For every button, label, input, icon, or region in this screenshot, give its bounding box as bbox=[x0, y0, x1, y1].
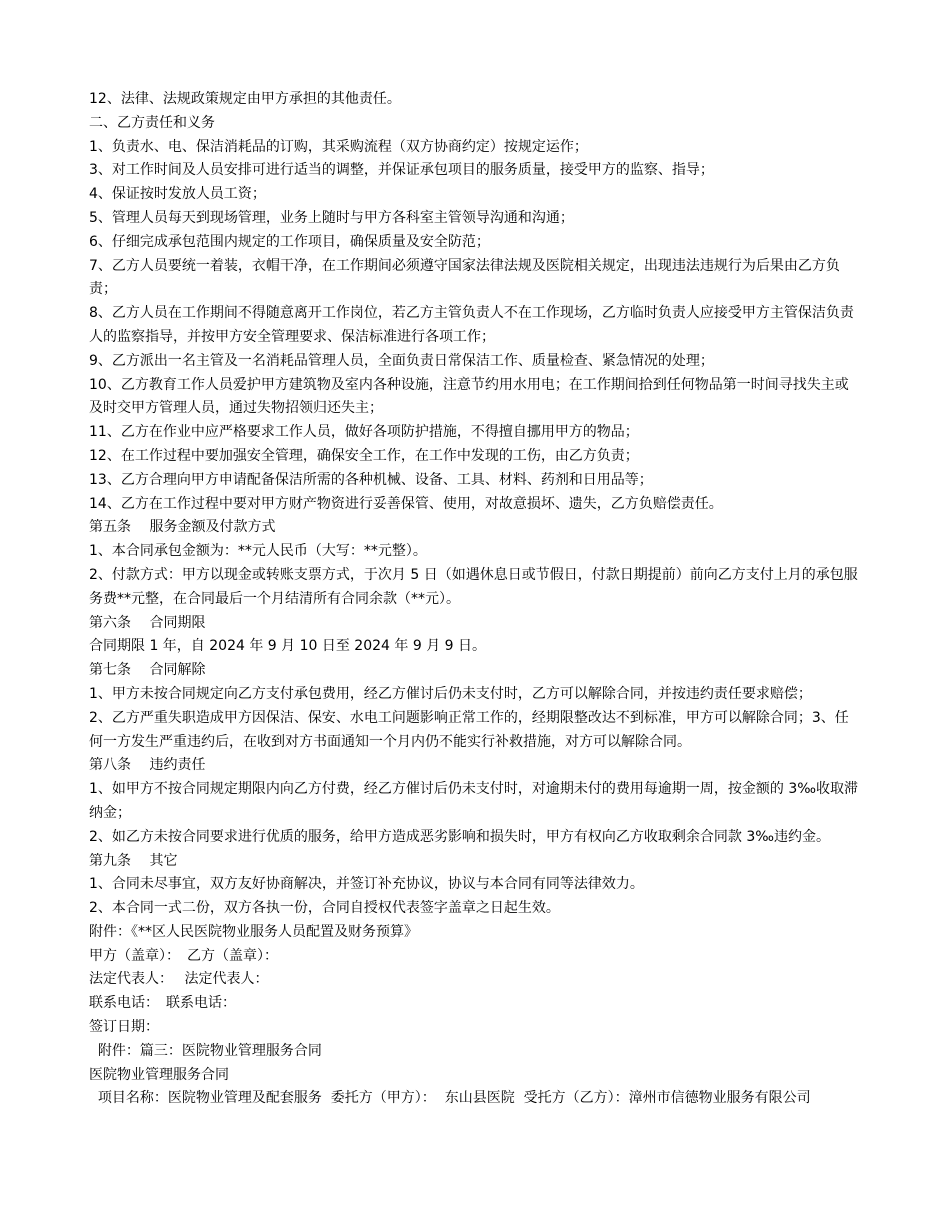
text-line: 5、管理人员每天到现场管理，业务上随时与甲方各科室主管领导沟通和沟通； bbox=[89, 209, 574, 226]
text-line: 11、乙方在作业中应严格要求工作人员，做好各项防护措施，不得擅自挪用甲方的物品； bbox=[89, 424, 639, 441]
section-heading: 二、乙方责任和义务 bbox=[89, 114, 215, 131]
signature-line: 法定代表人： 法定代表人： bbox=[89, 971, 269, 988]
attachment-line: 附件：《**区人民医院物业服务人员配置及财务预算》 bbox=[89, 923, 418, 940]
document-body bbox=[89, 88, 861, 1111]
text-line: 12、在工作过程中要加强安全管理，确保安全工作，在工作中发现的工伤，由乙方负责； bbox=[89, 447, 639, 464]
signature-line: 签订日期： bbox=[89, 1019, 159, 1036]
text-line: 13、乙方合理向甲方申请配备保洁所需的各种机械、设备、工具、材料、药剂和日用品等； bbox=[89, 471, 653, 488]
article-heading: 第五条 服务金额及付款方式 bbox=[89, 519, 276, 536]
text-line: 合同期限 1 年，自 2024 年 9 月 10 日至 2024 年 9 月 9 日。 bbox=[89, 638, 487, 655]
text-line: 7、乙方人员要统一着装，衣帽干净，在工作期间必须遵守国家法律法规及医院相关规定，出现违法违规行为后果由乙方负责； bbox=[89, 257, 840, 298]
text-line: 1、负责水、电、保洁消耗品的订购，其采购流程（双方协商约定）按规定运作； bbox=[89, 138, 588, 155]
text-line: 2、乙方严重失职造成甲方因保洁、保安、水电工问题影响正常工作的，经期限整改达不到标准，甲方可以解除合同；3、任何一方发生严重违约后，在收到对方书面通知一个月内仍不能实行补救措施，对方可以解除合同。 bbox=[89, 709, 849, 750]
article-heading: 第八条 违约责任 bbox=[89, 757, 206, 774]
text-line: 6、仔细完成承包范围内规定的工作项目，确保质量及安全防范； bbox=[89, 233, 490, 250]
text-line: 4、保证按时发放人员工资； bbox=[89, 186, 266, 203]
text-line: 1、本合同承包金额为：**元人民币（大写：**元整）。 bbox=[89, 543, 427, 560]
text-line: 项目名称：医院物业管理及配套服务 委托方（甲方）： 东山县医院 受托方（乙方）：漳州市信德物业服务有限公司 bbox=[89, 1090, 811, 1107]
text-line: 1、合同未尽事宜，双方友好协商解决，并签订补充协议，协议与本合同有同等法律效力。 bbox=[89, 876, 644, 893]
text-line: 12、法律、法规政策规定由甲方承担的其他责任。 bbox=[89, 91, 401, 107]
text-line: 2、付款方式：甲方以现金或转账支票方式，于次月 5 日（如遇休息日或节假日，付款日期提前）前向乙方支付上月的承包服务费**元整，在合同最后一个月结清所有合同余款（**元）。 bbox=[89, 566, 858, 607]
text-line: 1、甲方未按合同规定向乙方支付承包费用，经乙方催讨后仍未支付时，乙方可以解除合同，并按违约责任要求赔偿； bbox=[89, 685, 812, 702]
text-line: 8、乙方人员在工作期间不得随意离开工作岗位，若乙方主管负责人不在工作现场，乙方临时负责人应接受甲方主管保洁负责人的监察指导，并按甲方安全管理要求、保洁标准进行各项工作； bbox=[89, 305, 854, 345]
signature-line: 甲方（盖章）： 乙方（盖章）： bbox=[89, 947, 278, 964]
text-line: 14、乙方在工作过程中要对甲方财产物资进行妥善保管、使用，对故意损坏、遗失，乙方负赔偿责任。 bbox=[89, 495, 723, 512]
article-heading: 第九条 其它 bbox=[89, 852, 178, 869]
text-line: 9、乙方派出一名主管及一名消耗品管理人员，全面负责日常保洁工作、质量检查、紧急情况的处理； bbox=[89, 352, 714, 369]
text-line: 2、如乙方未按合同要求进行优质的服务，给甲方造成恶劣影响和损失时，甲方有权向乙方收取剩余合同款 3‰违约金。 bbox=[89, 828, 831, 845]
article-heading: 第六条 合同期限 bbox=[89, 614, 206, 631]
text-line: 3、对工作时间及人员安排可进行适当的调整，并保证承包项目的服务质量，接受甲方的监察、指导； bbox=[89, 162, 714, 179]
signature-line: 联系电话： 联系电话： bbox=[89, 995, 236, 1012]
text-line: 10、乙方教育工作人员爱护甲方建筑物及室内各种设施，注意节约用水用电；在工作期间拾到任何物品第一时间寻找失主或及时交甲方管理人员，通过失物招领归还失主； bbox=[89, 376, 849, 417]
article-heading: 第七条 合同解除 bbox=[89, 662, 206, 679]
contract-title: 医院物业管理服务合同 bbox=[89, 1066, 229, 1083]
text-line: 1、如甲方不按合同规定期限内向乙方付费，经乙方催讨后仍未支付时，对逾期未付的费用每逾期一周，按金额的 3‰收取滞纳金； bbox=[89, 781, 859, 821]
text-line: 2、本合同一式二份，双方各执一份，合同自授权代表签字盖章之日起生效。 bbox=[89, 900, 560, 917]
attachment-line: 附件：篇三：医院物业管理服务合同 bbox=[89, 1042, 322, 1059]
